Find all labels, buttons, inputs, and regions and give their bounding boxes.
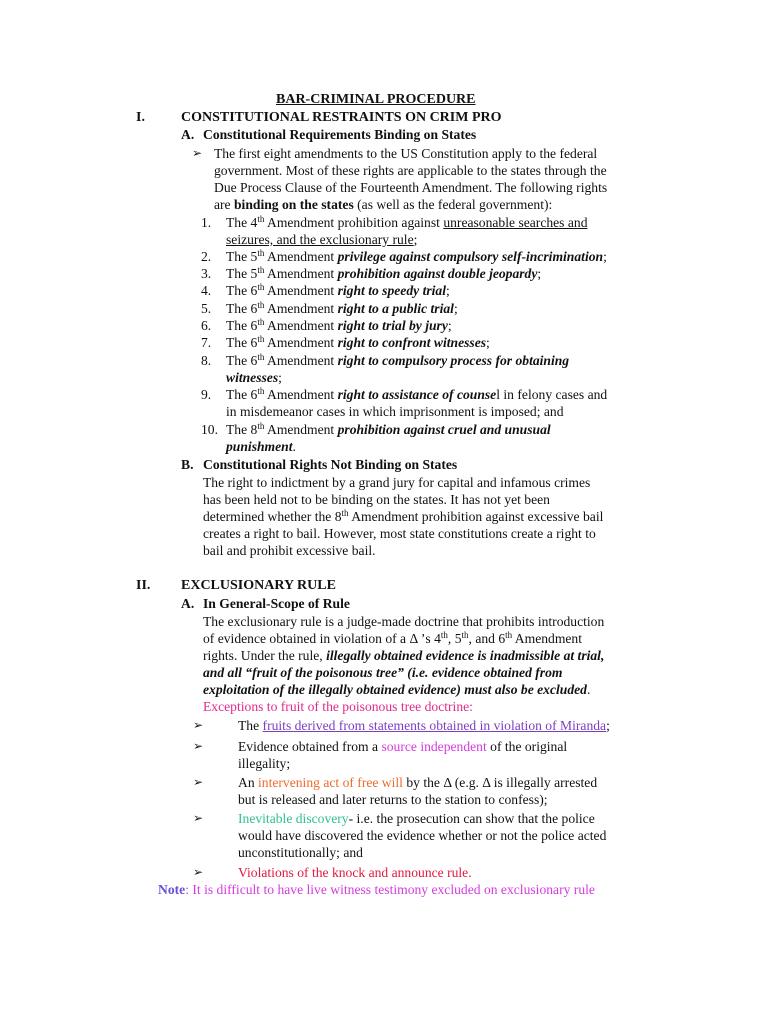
note: Note: It is difficult to have live witness testimony excluded on exclusionary rule: [158, 882, 595, 897]
paragraph-line: determined whether the 8th Amendment prohibition against excessive bail: [203, 508, 604, 524]
list-item-number: 2.: [201, 249, 212, 264]
section-heading: CONSTITUTIONAL RESTRAINTS ON CRIM PRO: [181, 110, 502, 125]
list-item: The 4th Amendment prohibition against unreasonable searches and: [226, 214, 588, 230]
list-item: The 6th Amendment right to compulsory process for obtaining: [226, 352, 570, 368]
list-item-line: seizures, and the exclusionary rule;: [226, 232, 418, 247]
list-item: The 6th Amendment right to confront witnesses;: [226, 334, 490, 350]
paragraph-line: creates a right to bail. However, most state constitutions create a right to: [203, 526, 596, 541]
list-item-number: 3.: [201, 266, 212, 281]
paragraph-line: are binding on the states (as well as the federal government):: [214, 197, 553, 212]
list-item-number: 7.: [201, 335, 212, 350]
paragraph-line: rights. Under the rule, illegally obtained evidence is inadmissible at trial,: [203, 648, 605, 663]
paragraph-line: exploitation of the illegally obtained evidence) must also be excluded.: [203, 682, 591, 697]
section-heading: EXCLUSIONARY RULE: [181, 578, 336, 593]
list-item-line: in misdemeanor cases in which imprisonment is imposed; and: [226, 404, 564, 419]
arrow-bullet-icon: ➢: [193, 775, 204, 789]
list-item-number: 9.: [201, 387, 212, 402]
list-item: The 6th Amendment right to assistance of counsel in felony cases and: [226, 386, 608, 402]
list-item: The 6th Amendment right to speedy trial;: [226, 282, 450, 298]
paragraph-line: bail and prohibit excessive bail.: [203, 543, 376, 558]
arrow-bullet-icon: ➢: [193, 739, 204, 753]
list-item-number: 1.: [201, 215, 212, 230]
subsection-heading: Constitutional Requirements Binding on States: [203, 127, 477, 142]
list-item-number: 6.: [201, 318, 212, 333]
paragraph-line: government. Most of these rights are applicable to the states through the: [214, 163, 607, 178]
list-item-number: 10.: [201, 422, 218, 437]
exception-item: Inevitable discovery- i.e. the prosecution can show that the police: [238, 811, 595, 826]
list-item: The 5th Amendment prohibition against double jeopardy;: [226, 265, 542, 281]
section-numeral: I.: [136, 110, 145, 125]
list-item: The 5th Amendment privilege against compulsory self-incrimination;: [226, 248, 607, 264]
list-item-number: 8.: [201, 353, 212, 368]
subsection-letter: A.: [181, 127, 195, 142]
arrow-bullet-icon: ➢: [192, 146, 203, 160]
subsection-letter: B.: [181, 457, 194, 472]
list-item-line: punishment.: [226, 439, 296, 454]
page-title: BAR-CRIMINAL PROCEDURE: [276, 92, 476, 107]
list-item: The 6th Amendment right to a public trial;: [226, 300, 458, 316]
section-numeral: II.: [136, 578, 151, 593]
subsection-heading: In General-Scope of Rule: [203, 596, 350, 611]
exception-item-line: but is released and later returns to the station to confess);: [238, 792, 548, 807]
list-item-line: witnesses;: [226, 370, 282, 385]
paragraph-line: and all “fruit of the poisonous tree” (i.e. evidence obtained from: [203, 665, 563, 680]
exception-item-line: unconstitutionally; and: [238, 845, 363, 860]
paragraph-line: The first eight amendments to the US Constitution apply to the federal: [214, 146, 598, 161]
list-item-number: 4.: [201, 283, 212, 298]
arrow-bullet-icon: ➢: [193, 865, 204, 879]
exception-item-line: illegality;: [238, 756, 291, 771]
list-item-number: 5.: [201, 301, 212, 316]
exception-item: Evidence obtained from a source independent of the original: [238, 739, 568, 754]
arrow-bullet-icon: ➢: [193, 811, 204, 825]
paragraph-line: of evidence obtained in violation of a Δ ’s 4th, 5th, and 6th Amendment: [203, 630, 583, 646]
paragraph-line: has been held not to be binding on the states. It has not yet been: [203, 492, 550, 507]
exception-item: An intervening act of free will by the Δ (e.g. Δ is illegally arrested: [238, 775, 598, 790]
exceptions-heading: Exceptions to fruit of the poisonous tree doctrine:: [203, 699, 473, 714]
list-item: The 6th Amendment right to trial by jury;: [226, 317, 452, 333]
paragraph-line: Due Process Clause of the Fourteenth Amendment. The following rights: [214, 180, 608, 195]
exception-item: The fruits derived from statements obtained in violation of Miranda;: [238, 718, 610, 733]
subsection-heading: Constitutional Rights Not Binding on States: [203, 457, 458, 472]
paragraph-line: The exclusionary rule is a judge-made doctrine that prohibits introduction: [203, 614, 605, 629]
list-item: The 8th Amendment prohibition against cruel and unusual: [226, 421, 551, 437]
exception-item-line: would have discovered the evidence whether or not the police acted: [238, 828, 607, 843]
subsection-letter: A.: [181, 596, 195, 611]
exception-item: Violations of the knock and announce rule.: [238, 865, 472, 880]
paragraph-line: The right to indictment by a grand jury for capital and infamous crimes: [203, 475, 591, 490]
arrow-bullet-icon: ➢: [193, 718, 204, 732]
